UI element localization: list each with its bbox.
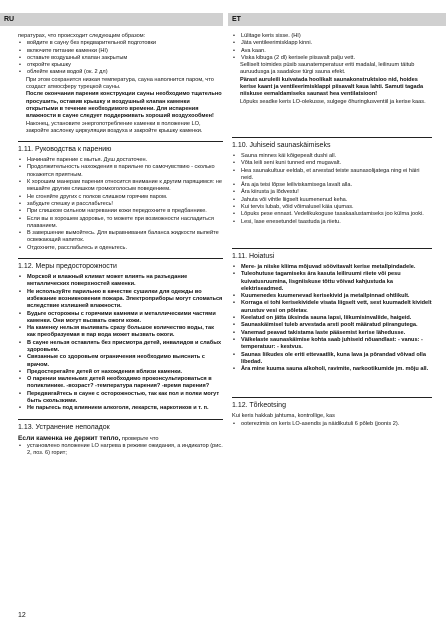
paragraph: Lõpuks seadke keris LO-olekusse, sulgege õhuringlusventiil ja kerise kaas. [240,98,426,105]
warnings-list [232,264,432,373]
intro-text: ператураx, что происходит следующим образом: [18,33,146,39]
paragraph-bold: После окончания парения конструкции сауны необходимо тщательно просушить, оставив крышку и воздушный клапан каменки открытыми в течение необходимого времени. Для испарения влажности в сауне следует поддерживать хороший воздухообмен! [26,91,222,120]
troubleshooting-list [232,421,432,428]
list-item: • Ära aja teisi lõpse leiliviskamisega lavalt alla. [232,182,432,189]
section-troubleshooting [18,419,223,458]
list-item: • установлено положение LO нагрева в режиме ожидания, а индикатор (рис. 2, поз. 6) горит; [18,443,223,458]
section-troubleshooting [232,397,432,428]
list-item: • Viska kibuga (2 dl) kerisele piisavalt palju vett. [232,55,432,62]
list-item: • К хорошим манерам парения относится внимание к другим парящимся: не мешайте другим слишком громкоголосым поведением. [18,179,223,194]
list-item: • Передвигайтесь в сауне с осторожностью, так как пол и полки могут быть скользкими. [18,391,223,406]
list-item: • Ära kiirusta ja lõdvestu! [232,189,432,196]
section-title: 1.10. Juhiseid saunaskäimiseks [232,141,331,149]
list-item: • Будьте осторожны с горячими камнями и металлическими частями каменки. Они могут вызвать ожоги кожи. [18,311,223,326]
list-item: • При слишком сильном нагревании кожи передохните в предбаннике. [18,208,223,215]
list-item: • Lõpuks pese ennast. Vedelikukoguse tasakaalustamiseks joo külma jooki. [232,211,432,218]
paragraph: Наконец, установите энергопотребление каменки в положение LO, закройте заслонку циркуляции воздуха и закройте крышку каменки. [26,120,203,134]
section-guidelines [18,141,223,252]
guidelines-list [232,153,432,226]
list-item: • Ava kaan. [232,48,432,55]
list-item: • Sauna minnes käi kõigepealt dushi all. [232,153,432,160]
lead-bold: Если каменка не держит тепло, [18,434,121,442]
paragraph: При этом сохранится низкая температура, сауна наполнится паром, что создаст атмосферу турецкой сауны. [26,76,214,91]
page-number: 12 [18,612,26,619]
list-item: • облейте камни водой (ок. 2 дл) [18,69,223,76]
list-item: • Связанные со здоровьем ограничения необходимо выяснить с врачом. [18,354,223,369]
list-item: • Tuleohutuse tagamiseks ära kasuta leiliruumi riiete või pesu kuivatusruumina, lisgniiskuse tõttu võivad kahjustuda ka elektriseadmed. [232,271,432,293]
list-item: • войдите в сауну без предварительной подготовки [18,40,223,47]
right-column [232,33,432,428]
list-item: • забудьте спешку и расслабьтесь! [18,201,223,208]
lead-rest: проверьте что [120,435,159,442]
list-item: • Ära mine kuuma sauna alkoholi, ravimite, narkootikumide jm. mõju all. [232,366,432,373]
section-title: 1.13. Устранение неполадок [18,423,110,431]
warnings-list [18,274,223,413]
list-item: • Väikelaste saunaskäimise kohta saab juhiseid nõuandlast: - vanus: - temperatuur: - kestvus. [232,337,432,352]
list-item: • оставьте воздушный клапан закрытым [18,55,223,62]
section-warnings [232,248,432,373]
troubleshooting-list [18,443,223,458]
section-warnings [18,258,223,413]
list-item: • Saunas liikudes ole eriti ettevaatlik, kuna lava ja põrandad võivad olla libedad. [232,352,432,367]
list-item: • Не парьтесь под влиянием алкоголя, лекарств, наркотиков и т. п. [18,405,223,412]
intro-list [232,33,432,62]
list-item: • Не используйте парильню в качестве сушилки для одежды во избежание возникновения пожара. Электроприборы могут сломаться вследствие излишней влажности. [18,289,223,311]
paragraph: Selliselt toimides püsib saunatemperatuur eriti madalal, leiliruum täitub auruudusga ja saadakse türgi sauna efekt. [240,62,415,76]
list-item: • Korraga ei tohi kerisekividele visata liigselt vett, sest kuumadelt kividelt aurustuv vesi on põletav. [232,300,432,315]
list-item: • Предостерегайте детей от нахождения вблизи каменки. [18,369,223,376]
list-item: • В завершение вымойтесь. Для выравнивания баланса жидкости выпейте освежающий напиток. [18,230,223,245]
list-item: • В сауне нельзя оставлять без присмотра детей, инвалидов и слабых здоровьем. [18,340,223,355]
troubleshooting-lead [18,435,223,443]
list-item: • Не сгоняйте других с полков слишком горячим паром. [18,194,223,201]
guidelines-list [18,157,223,252]
list-item: • Mere- ja niiske kliima mõjuvad söövitavalt kerise metallpindadele. [232,264,432,271]
list-item: • Hea saunakultuur eeldab, et arvestad teiste saunasolijatega ning ei häiri neid. [232,168,432,183]
lang-tag-right: ET [228,13,446,26]
list-item: • Kui tervis lubab, võid võimalusel käia ujumas. [232,204,432,211]
list-item: • Продолжительность нахождения в парильне по самочувствию - сколько покажется приятным. [18,164,223,179]
list-item: • Если вы в хорошем здоровье, то можете при возможности насладиться плаванием. [18,216,223,231]
paragraph-bold: Pärast auruleili kuivatada hoolikalt saunakonstruktsioo nid, hoides kerise kaant ja ventileerimisklappi piisavalt kaua lahti. Samuti tagada niiskuse eemaldamiseks saunast hea ventilatsioon! [240,76,424,98]
list-item: • О парении маленьких детей необходимо проконсультироваться в поликлинике. -возраст? -температура парения? -время парения? [18,376,223,391]
section-title: 1.12. Tõrkeotsing [232,402,286,410]
section-title: 1.12. Меры предосторожности [18,263,117,271]
list-item: • Отдохните, расслабьтесь и оденьтесь. [18,245,223,252]
section-title: 1.11. Руководства к парению [18,146,112,154]
list-item: • Начинайте парение с мытья. Душ достаточен. [18,157,223,164]
list-item: • Lesi, lase enesetundel taastuda ja riietu. [232,219,432,226]
list-item: • Jahuta või vihtle liigselt kuumenenud keha. [232,197,432,204]
list-item: • Võta leili seni kuni tunned end mugavalt. [232,160,432,167]
list-item: • Морской и влажный климат может влиять на разъедание металлических поверхностей каменки. [18,274,223,289]
section-guidelines [232,137,432,226]
left-column [18,33,223,458]
list-item: • На каменку нельзя выливать сразу большое количество воды, так как преобразуемая в пар вода может вызвать ожоги. [18,325,223,340]
troubleshooting-lead: Kui keris hakkab jahtuma, kontrollige, kas [232,413,335,420]
list-item: • Jäta ventileerimisklapp kinni. [232,40,432,47]
intro-list [18,40,223,76]
list-item: • Vanemad peavad takistama laste pääsemist kerise lähedusse. [232,330,432,337]
list-item: • Saunaskäimisel tuleb arvestada arsti poolt määratud piirangutega. [232,322,432,329]
section-title: 1.11. Hoiatusi [232,252,275,260]
list-item: • Keelatud on jätta üksinda sauna lapsi, liikumisinvaliide, haigeid. [232,315,432,322]
list-item: • включите питание каменки (HI) [18,48,223,55]
page-header [0,13,446,26]
list-item: • ooterezimis on keris LO-asendis ja näidikutuli 6 põleb (joonis 2). [232,421,432,428]
list-item: • откройте крышку [18,62,223,69]
list-item: • Kuumenedes kuumenevad kerisekivid ja metallpinnad ohtlikult. [232,293,432,300]
list-item: • Lülitage keris sisse. (HI) [232,33,432,40]
lang-tag-left: RU [0,13,223,26]
